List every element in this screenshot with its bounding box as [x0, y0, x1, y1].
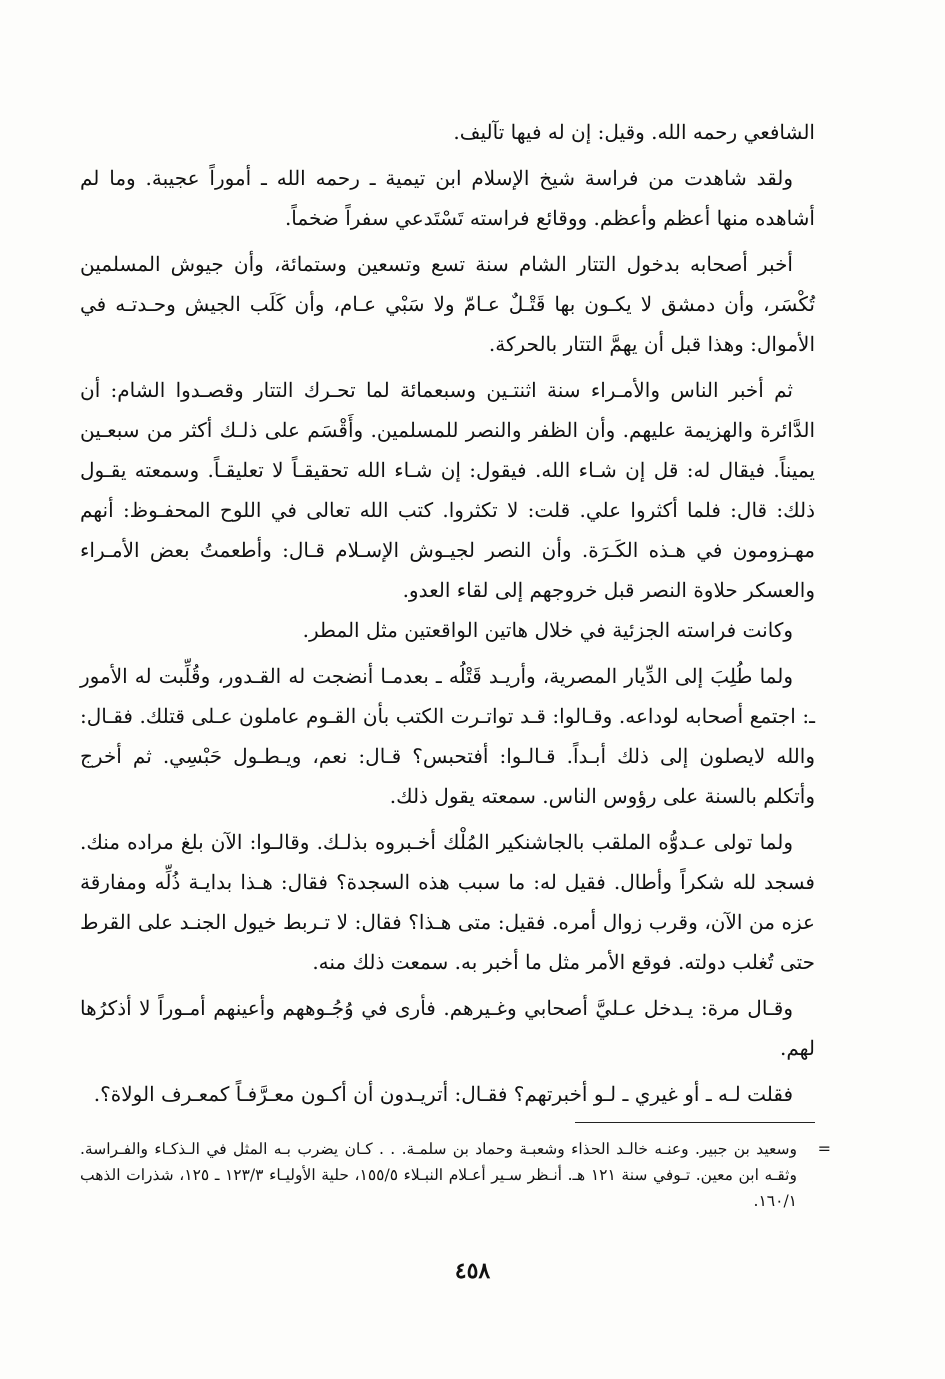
paragraph-7: ولما تولى عـدوُّه الملقب بالجاشنكير المُلْك أخـبروه بذلـك. وقالـوا: الآن بلغ مراده منك. فسجد لله شكراً وأطال. فقيل له: ما سبب هذه السجدة؟ فقال: هـذا بدايـة ذُلِّه ومفارقة عزه من الآن، وقرب زوال أمره. فقيل: متى هـذا؟ فقال: لا تـربط خيول الجنـد على القرط حتى تُغلب دولته. فوقع الأمر مثل ما أخبر به. سمعت ذلك منه. — [80, 830, 815, 974]
paragraph-8: وقـال مرة: يـدخل عـليَّ أصحابي وغـيرهم. فأرى في وُجُـوههم وأعينهم أمـوراً لا أذكرُها لهم. — [80, 996, 815, 1060]
page-number: ٤٥٨ — [454, 1258, 491, 1284]
footnote-divider — [575, 1122, 815, 1123]
paragraph-9: فقلت لـه ـ أو غيري ـ لـو أخبرتهم؟ فقـال: أتريـدون أن أكـون معـرَّفـاً كمعـرف الولاة؟. — [93, 1082, 793, 1106]
paragraph-4: ثم أخبر الناس والأمـراء سنة اثنتـين وسبعمائة لما تحـرك التتار وقصـدوا الشام: أن الدَّائرة والهزيمة عليهم. وأن الظفر والنصر للمسلمين. وأَقْسَم على ذلـك أكثر من سبعـين يميناً. فيقال له: قل إن شـاء الله. فيقول: إن شـاء الله تحقيقـاً لا تعليقـاً. وسمعته يقـول ذلك: قال: فلما أكثروا علي. قلت: لا تكثروا. كتب الله تعالى في اللوح المحفـوظ: أنهم مهـزومون في هـذه الكَـرَة. وأن النصر لجيـوش الإسـلام قـال: وأطعمتُ بعض الأمـراء والعسكر حلاوة النصر قبل خروجهم إلى لقاء العدو. — [80, 378, 815, 602]
paragraph-2: ولقد شاهدت من فراسة شيخ الإسلام ابن تيمية ـ رحمه الله ـ أموراً عجيبة. وما لم أشاهده منها أعظم وأعظم. ووقائع فراسته تَسْتَدعي سفراً ضخماً. — [80, 166, 815, 230]
paragraph-5: وكانت فراسته الجزئية في خلال هاتين الواقعتين مثل المطر. — [302, 618, 793, 642]
footnote-continuation-marker: = — [817, 1139, 831, 1158]
paragraph-1: الشافعي رحمه الله. وقيل: إن له فيها تآليف. — [453, 120, 815, 144]
main-text — [80, 112, 815, 1120]
footnote — [80, 1136, 831, 1214]
footnote-text: وسعيد بن جبير. وعنـه خالـد الحذاء وشعبـة وحماد بن سلمـة. . . كـان يضرب بـه المثل في الـذكـاء والفـراسة. وثقـه ابن معين. تـوفي سنة ١٢١ هـ. أنـظر سـير أعـلام النبـلاء ١٥٥/٥، حلية الأوليـاء ١٢٣/٣ ـ ١٢٥، شذرات الذهب ١٦٠/١. — [80, 1140, 797, 1210]
paragraph-6: ولما طُلِبَ إلى الدِّيار المصرية، وأريـد قَتْلُه ـ بعدمـا أنضجت له القـدور، وقُلِّبت له الأمور ـ: اجتمع أصحابه لوداعه. وقـالوا: قـد تواتـرت الكتب بأن القـوم عاملون عـلى قتلك. فقـال: والله لايصلون إلى ذلك أبـداً. قـالـوا: أفتحبس؟ قـال: نعم، ويـطـول حَبْسِي. ثم أخرج وأتكلم بالسنة على رؤوس الناس. سمعته يقول ذلك. — [80, 664, 815, 808]
paragraph-3: أخبر أصحابه بدخول التتار الشام سنة تسع وتسعين وستمائة، وأن جيوش المسلمين تُكْسَر، وأن دمشق لا يكـون بها قَتْـلٌ عـامّ ولا سَبْي عـام، وأن كَلَب الجيش وحـدتـه في الأموال: وهذا قبل أن يهمَّ التتار بالحركة. — [80, 252, 815, 356]
